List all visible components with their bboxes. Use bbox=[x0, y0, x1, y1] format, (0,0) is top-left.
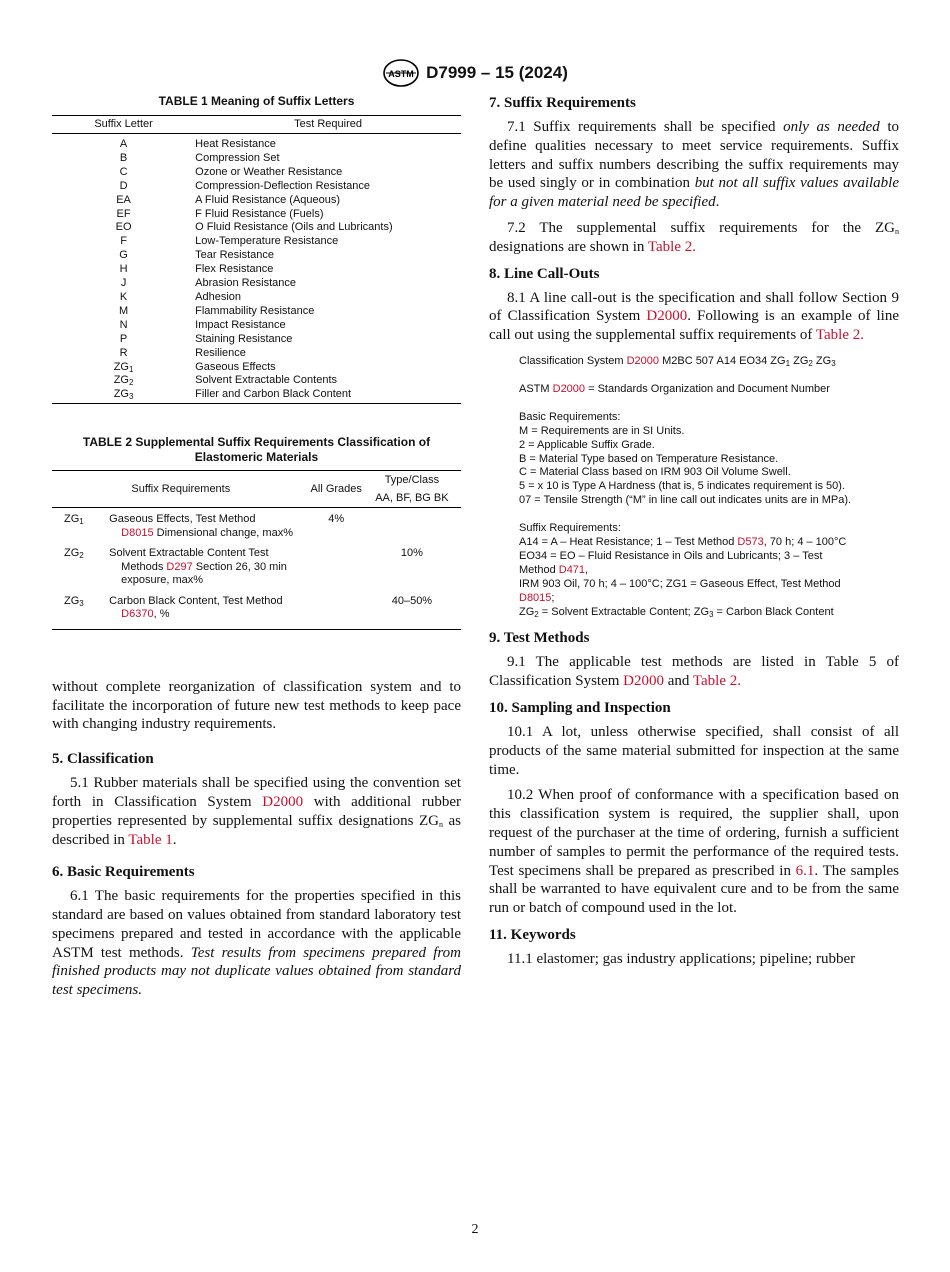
paragraph-5-1: 5.1 Rubber materials shall be specified using the convention set forth in Classification System D2000 with additional rubber properties represented by supplemental suffix designations $ZG_n$ as described in Table 1. bbox=[52, 775, 462, 848]
document-id: D7999 – 15 (2024) bbox=[426, 63, 568, 82]
link-6-1[interactable]: 6.1 bbox=[795, 862, 815, 879]
suffix-letter: B bbox=[119, 151, 128, 164]
test-required: Compression Set bbox=[195, 151, 280, 164]
suffix-letter: F bbox=[120, 235, 127, 248]
table-row bbox=[52, 305, 461, 319]
test-required: Gaseous Effects bbox=[195, 360, 276, 373]
table1-header-test: Test Required bbox=[195, 116, 461, 134]
link-d2000[interactable]: D2000 bbox=[646, 308, 688, 325]
table1-header-suffix: Suffix Letter bbox=[52, 116, 195, 134]
table-row bbox=[52, 221, 461, 235]
link-table-2[interactable]: Table 2. bbox=[647, 238, 696, 255]
link-d6370[interactable]: D6370 bbox=[121, 608, 154, 621]
table-row bbox=[52, 194, 461, 208]
table-row bbox=[52, 208, 461, 222]
table-row bbox=[52, 374, 461, 388]
page-header bbox=[0, 58, 950, 93]
table-row: $ZG_2$ Solvent Extractable Content Test Methods D297 Section 26, 30 min exposure, max% 10% bbox=[64, 547, 423, 587]
test-required: Low-Temperature Resistance bbox=[195, 235, 339, 248]
table-row bbox=[52, 291, 461, 305]
table2-header-all-grades: All Grades bbox=[310, 471, 363, 508]
link-d297[interactable]: D297 bbox=[166, 560, 193, 573]
table2-caption: TABLE 2 Supplemental Suffix Requirements Classification of Elastomeric Materials bbox=[82, 435, 431, 465]
link-d2000[interactable]: D2000 bbox=[626, 354, 660, 367]
table-row bbox=[52, 263, 461, 277]
paragraph-7-2: 7.2 The supplemental suffix requirements for the $ZG_n$ designations are shown in Table 2. bbox=[489, 219, 899, 255]
table-row bbox=[52, 361, 461, 375]
link-table-2[interactable]: Table 2. bbox=[815, 327, 864, 344]
suffix-letter: EA bbox=[116, 193, 131, 206]
suffix-letter: P bbox=[119, 332, 128, 345]
section-10-heading: 10. Sampling and Inspection bbox=[489, 700, 671, 717]
link-d2000[interactable]: D2000 bbox=[262, 793, 304, 810]
right-column bbox=[489, 94, 899, 969]
test-required: A Fluid Resistance (Aqueous) bbox=[195, 193, 341, 206]
test-required: Impact Resistance bbox=[195, 318, 286, 331]
table2 bbox=[52, 470, 461, 630]
table-row bbox=[52, 249, 461, 263]
test-required: Heat Resistance bbox=[195, 138, 276, 150]
section-9-heading: 9. Test Methods bbox=[489, 630, 590, 647]
line-callout-example: Classification System D2000 M2BC 507 A14 EO34 $ZG_1$ $ZG_2$ $ZG_3$ ASTM D2000 = Standards Organization and Document Number Basic Requirements: M = Requirements are in SI Units. 2 = Applicable Suffix Grade. B = Material Type based on Temperature Resistance. C = Material Class based on IRM 903 Oil Volume Swell. 5 = x 10 is Type A Hardness (that is, 5 indicates requirement is 50). 07 = Tensile Strength (“M” in line call out indicates units are in MPa). Suffix Requirements: A14 = A – Heat Resistance; 1 – Test Method D573, 70 h; 4 – 100°C EO34 = EO – Fluid Resistance in Oils and Lubricants; 3 – Test Method D471, IRM 903 Oil, 70 h; 4 – 100°C; ZG1 = Gaseous Effect, Test Method D8015; $ZG_2$ = Solvent Extractable Content; $ZG_3$ = Carbon Black Content bbox=[519, 354, 852, 619]
continued-paragraph: without complete reorganization of classification system and to facilitate the incorporation of future new test methods to keep pace with changing industry requirements. bbox=[52, 678, 461, 733]
suffix-letter: H bbox=[119, 263, 128, 276]
paragraph-11-1: 11.1 elastomer; gas industry applications; pipeline; rubber bbox=[507, 951, 856, 968]
suffix-letter: EF bbox=[116, 207, 131, 220]
test-required: Filler and Carbon Black Content bbox=[195, 388, 352, 401]
table2-header-type-class: Type/Class AA, BF, BG BK bbox=[363, 471, 461, 508]
table2-header-suffix: Suffix Requirements bbox=[52, 471, 310, 508]
test-required: Solvent Extractable Contents bbox=[195, 374, 337, 387]
test-required: Staining Resistance bbox=[195, 332, 293, 345]
table-row bbox=[52, 166, 461, 180]
table-row bbox=[52, 235, 461, 249]
section-6-heading: 6. Basic Requirements bbox=[52, 864, 195, 881]
paragraph-6-1: 6.1 The basic requirements for the properties specified in this standard are based on values obtained from standard laboratory test specimens prepared and tested in accordance with the applicable ASTM test methods. Test results from specimens prepared from finished products may not duplicate values obtained from standard test specimens. bbox=[52, 888, 461, 999]
suffix-letter: A bbox=[119, 138, 128, 150]
table-row bbox=[52, 134, 461, 152]
left-column bbox=[52, 94, 461, 1000]
link-d8015[interactable]: D8015 bbox=[519, 591, 552, 604]
table-row bbox=[52, 277, 461, 291]
table-row bbox=[52, 319, 461, 333]
suffix-letter: D bbox=[119, 179, 128, 192]
paragraph-10-2: 10.2 When proof of conformance with a specification based on this classification system is required, the supplier shall, upon request of the purchaser at the time of ordering, furnish a sufficient number of samples to permit the performance of the required tests. Test specimens shall be prepared as prescribed in 6.1. The samples shall be warranted to have equivalent cure and to be from the same run or batch of compound used in the lot. bbox=[489, 787, 900, 917]
table-row: $ZG_1$ Gaseous Effects, Test Method D8015 Dimensional change, max% 4% bbox=[64, 513, 345, 539]
link-d573[interactable]: D573 bbox=[737, 536, 764, 549]
test-required: Tear Resistance bbox=[195, 249, 275, 262]
table-row bbox=[52, 152, 461, 166]
paragraph-10-1: 10.1 A lot, unless otherwise specified, shall consist of all products of the same material submitted for inspection at the same time. bbox=[489, 724, 899, 778]
table1-body bbox=[52, 134, 461, 404]
link-table-2[interactable]: Table 2. bbox=[692, 673, 742, 690]
table-row: $ZG_3$ Carbon Black Content, Test Method D6370, % 40–50% bbox=[64, 594, 433, 621]
table-row bbox=[52, 180, 461, 194]
table1-caption: TABLE 1 Meaning of Suffix Letters bbox=[158, 94, 355, 108]
table-row bbox=[52, 388, 461, 403]
paragraph-7-1: 7.1 Suffix requirements shall be specified only as needed to define qualities necessary to meet service requirements. Suffix letters and suffix numbers describing the suffix requirements may be used singly or in combination but not all suffix values available for a given material need be specified. bbox=[489, 119, 899, 211]
section-11-heading: 11. Keywords bbox=[489, 927, 576, 944]
test-required: Resilience bbox=[195, 346, 246, 359]
table-row bbox=[52, 333, 461, 347]
suffix-letter: EO bbox=[115, 221, 132, 234]
link-d471[interactable]: D471 bbox=[558, 563, 586, 576]
test-required: Abrasion Resistance bbox=[195, 277, 297, 290]
suffix-letter: N bbox=[119, 318, 128, 331]
table-row bbox=[52, 347, 461, 361]
suffix-letter: $ZG_3$ bbox=[113, 388, 134, 402]
link-d8015[interactable]: D8015 bbox=[121, 526, 154, 539]
section-8-heading: 8. Line Call-Outs bbox=[489, 265, 600, 282]
paragraph-8-1: 8.1 A line call-out is the specification and shall follow Section 9 of Classification System D2000. Following is an example of line call out using the supplemental suffix requirements of Table 2. bbox=[489, 289, 899, 344]
page-number: 2 bbox=[471, 1222, 479, 1237]
test-required: Ozone or Weather Resistance bbox=[195, 165, 343, 178]
suffix-letter: $ZG_1$ bbox=[113, 360, 134, 374]
svg-text:ASTM: ASTM bbox=[388, 69, 414, 79]
suffix-letter: R bbox=[119, 346, 128, 359]
section-7-heading: 7. Suffix Requirements bbox=[489, 95, 636, 111]
link-d2000[interactable]: D2000 bbox=[623, 673, 665, 690]
paragraph-9-1: 9.1 The applicable test methods are listed in Table 5 of Classification System D2000 and Table 2. bbox=[489, 654, 899, 690]
link-d2000[interactable]: D2000 bbox=[552, 382, 586, 395]
section-5-heading: 5. Classification bbox=[52, 751, 154, 768]
suffix-letter: $ZG_2$ bbox=[113, 374, 134, 388]
suffix-letter: K bbox=[119, 290, 128, 303]
suffix-letter: G bbox=[119, 249, 128, 262]
test-required: Adhesion bbox=[195, 290, 242, 303]
test-required: Flex Resistance bbox=[195, 263, 274, 276]
link-table-1[interactable]: Table 1 bbox=[128, 831, 173, 848]
test-required: Flammability Resistance bbox=[195, 304, 315, 317]
test-required: F Fluid Resistance (Fuels) bbox=[195, 207, 324, 220]
suffix-letter: C bbox=[119, 165, 128, 178]
astm-logo-icon bbox=[382, 58, 420, 88]
test-required: O Fluid Resistance (Oils and Lubricants) bbox=[195, 221, 393, 234]
suffix-letter: J bbox=[120, 277, 127, 290]
test-required: Compression-Deflection Resistance bbox=[195, 179, 370, 192]
table1 bbox=[52, 115, 461, 404]
suffix-letter: M bbox=[118, 304, 129, 317]
